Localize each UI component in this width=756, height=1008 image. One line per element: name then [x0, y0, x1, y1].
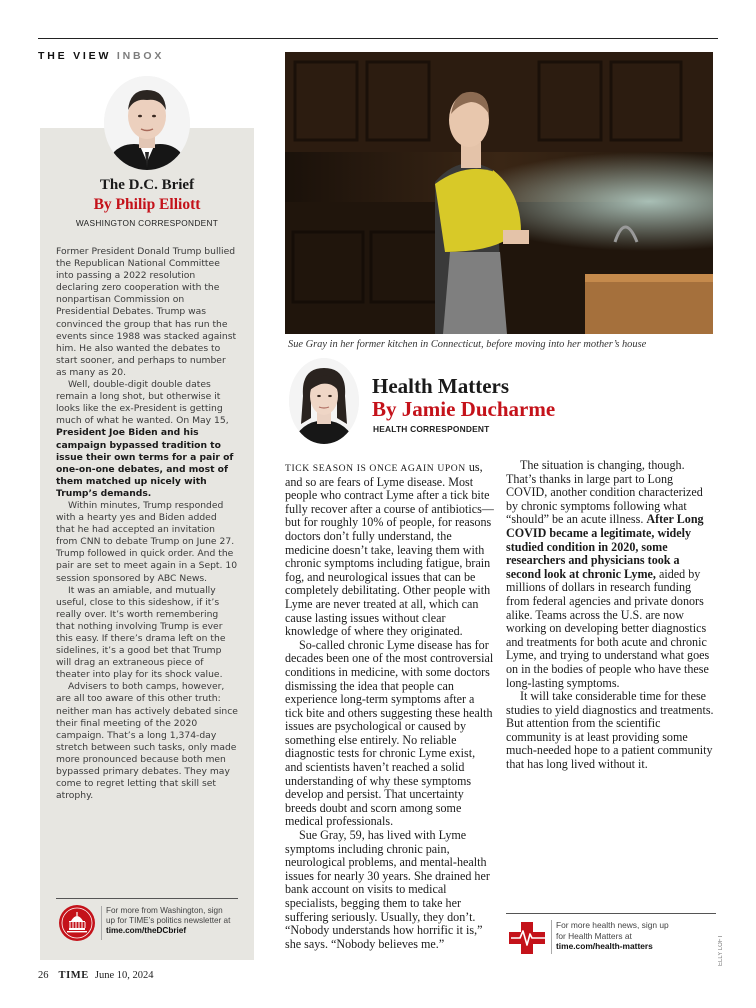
health-newsletter-promo — [556, 920, 716, 952]
issue-date: June 10, 2024 — [94, 970, 154, 981]
dc-brief-highlight: President Joe Biden and his campaign bypassed tradition to issue their own terms for a pair of one-on-one debates, and most of them matched up nicely with Trump’s demands. — [56, 427, 234, 499]
promo-line: up for TIME’s politics newsletter at — [106, 916, 231, 925]
article-paragraph — [506, 459, 715, 690]
sidebar-footer-divider — [101, 906, 102, 940]
article-role: HEALTH CORRESPONDENT — [373, 424, 490, 434]
article-footer-rule — [506, 913, 716, 914]
lead-in: TICK SEASON IS ONCE AGAIN UPON — [285, 463, 466, 474]
page-number: 26 — [38, 970, 49, 981]
capitol-icon — [58, 904, 96, 942]
top-rule — [38, 38, 718, 39]
promo-line: For more from Washington, sign — [106, 906, 223, 915]
photo-credit: ELLY LOFT — [718, 934, 724, 966]
article-highlight: After Long COVID became a legitimate, widely studied condition in 2020, some researchers and physicians took a second look at chronic Lyme, — [506, 512, 704, 581]
jamie-ducharme-portrait — [289, 358, 359, 444]
photo-caption: Sue Gray in her former kitchen in Connecticut, before moving into her mother’s house — [288, 339, 647, 350]
dc-brief-author: By Philip Elliott — [93, 196, 201, 213]
health-matters-newsletter-link[interactable]: time.com/health-matters — [556, 941, 653, 952]
article-title: Health Matters — [372, 374, 510, 398]
philip-elliott-portrait — [104, 76, 190, 170]
article-paragraph: So-called chronic Lyme disease has for decades been one of the most controversial conditions in medicine, with some doctors dismissing the idea that people can experience long-term symptoms after a tick bite and others suggesting these health issues are psychological or caused by something else entirely. No reliable diagnostic tests for chronic Lyme exist, and scientists haven’t reached a solid understanding of why these symptoms develop and persist. That uncertainty breeds doubt and scorn among some medical professionals. — [285, 637, 494, 829]
article-text: us, and so are fears of Lyme disease. Most people who contract Lyme after a tick bite fully recover after a course of antibiotics—but for roughly 10% of people, for reasons doctors don’t fully understand, the medicine doesn’t take, leaving them with chronic symptoms including fatigue, brain fog, and neurological issues that can be completely debilitating. Other people with Lyme are never treated at all, which can cause lasting issues without clear knowledge of where they originated. — [285, 460, 494, 639]
article-paragraph: It will take considerable time for these studies to yield diagnostics and treatments. But attention from the scientific community is at least providing some much-needed hope to a patient community that has long lived without it. — [506, 689, 714, 772]
promo-line: For more health news, sign up — [556, 920, 669, 930]
sidebar-footer-rule — [56, 898, 238, 899]
article-column-2 — [506, 459, 715, 772]
page-folio — [38, 970, 154, 981]
article-photo — [285, 52, 713, 334]
article-author: By Jamie Ducharme — [372, 397, 556, 421]
article-column-1 — [285, 461, 494, 951]
dc-brief-title: The D.C. Brief — [99, 177, 195, 193]
medical-cross-icon — [508, 920, 548, 956]
sidebar-newsletter-promo — [106, 906, 246, 936]
dc-brief-paragraph: Advisers to both camps, however, are all too aware of this other truth: neither man has actively debated since their final meeting of the 2020 campaign. That’s a long 1,374-day stretch between such tasks, only made more pronounced because both men bypassed primary debates. They may come to regret letting that skill set atrophy. — [56, 681, 238, 802]
section-label — [38, 50, 164, 62]
article-paragraph: Sue Gray, 59, has lived with Lyme symptoms including chronic pain, neurological problems, and mental-health issues for nearly 30 years. She drained her bank account on visits to medical specialists, begging them to take her suffering seriously. Usually, they don’t. “Nobody understands how horrific it is,” she says. “Nobody believes me.” — [285, 828, 490, 951]
dc-brief-newsletter-link[interactable]: time.com/theDCbrief — [106, 926, 187, 935]
dc-brief-text: Well, double-digit double dates remain a long shot, but otherwise it looks like the ex-President is getting much of what he wanted. On May 15, — [56, 379, 229, 427]
dc-brief-body — [56, 246, 238, 802]
dc-brief-paragraph: It was an amiable, and mutually useful, close to this sideshow, if it’s really over. It’s worth remembering that nothing involving Trump is ever this easy. If there’s drama left on the sidelines, it’s a good bet that Trump will drag an extraneous piece of theater into play for its shock value. — [56, 584, 226, 681]
subsection-name: INBOX — [116, 50, 165, 62]
dc-brief-role: WASHINGTON CORRESPONDENT — [75, 218, 219, 228]
dc-brief-paragraph — [56, 379, 238, 500]
article-footer-divider — [551, 920, 552, 954]
section-name: THE VIEW — [38, 50, 112, 62]
magazine-name: TIME — [58, 970, 89, 981]
dc-brief-paragraph: Former President Donald Trump bullied the Republican National Committee into passing a 2022 resolution declaring zero cooperation with the nonpartisan Commission on Presidential Debates. Trump was convinced the group that has run the events since 1988 was stacked against him. He also wanted the debates to start sooner, and perhaps to number as many as 20. — [56, 246, 237, 378]
article-text: aided by millions of dollars in research funding from federal agencies and private donors alike. Teams across the U.S. are now working on developing better diagnostics and treatments for both acute and chronic Lyme, and trying to understand what goes on in the bodies of people who have these long-lasting symptoms. — [506, 566, 710, 690]
promo-line: for Health Matters at — [556, 930, 632, 941]
article-text: The situation is changing, though. That’s thanks in large part to Long COVID, another condition characterized by chronic symptoms following what “should” be an acute illness. — [506, 458, 703, 527]
dc-brief-paragraph: Within minutes, Trump responded with a hearty yes and Biden added that he had accepted an invitation from CNN to debate Trump on June 27. Trump followed in quick order. And the pair are set to meet again in a Sept. 10 session sponsored by ABC News. — [56, 499, 238, 584]
article-paragraph — [285, 461, 494, 639]
